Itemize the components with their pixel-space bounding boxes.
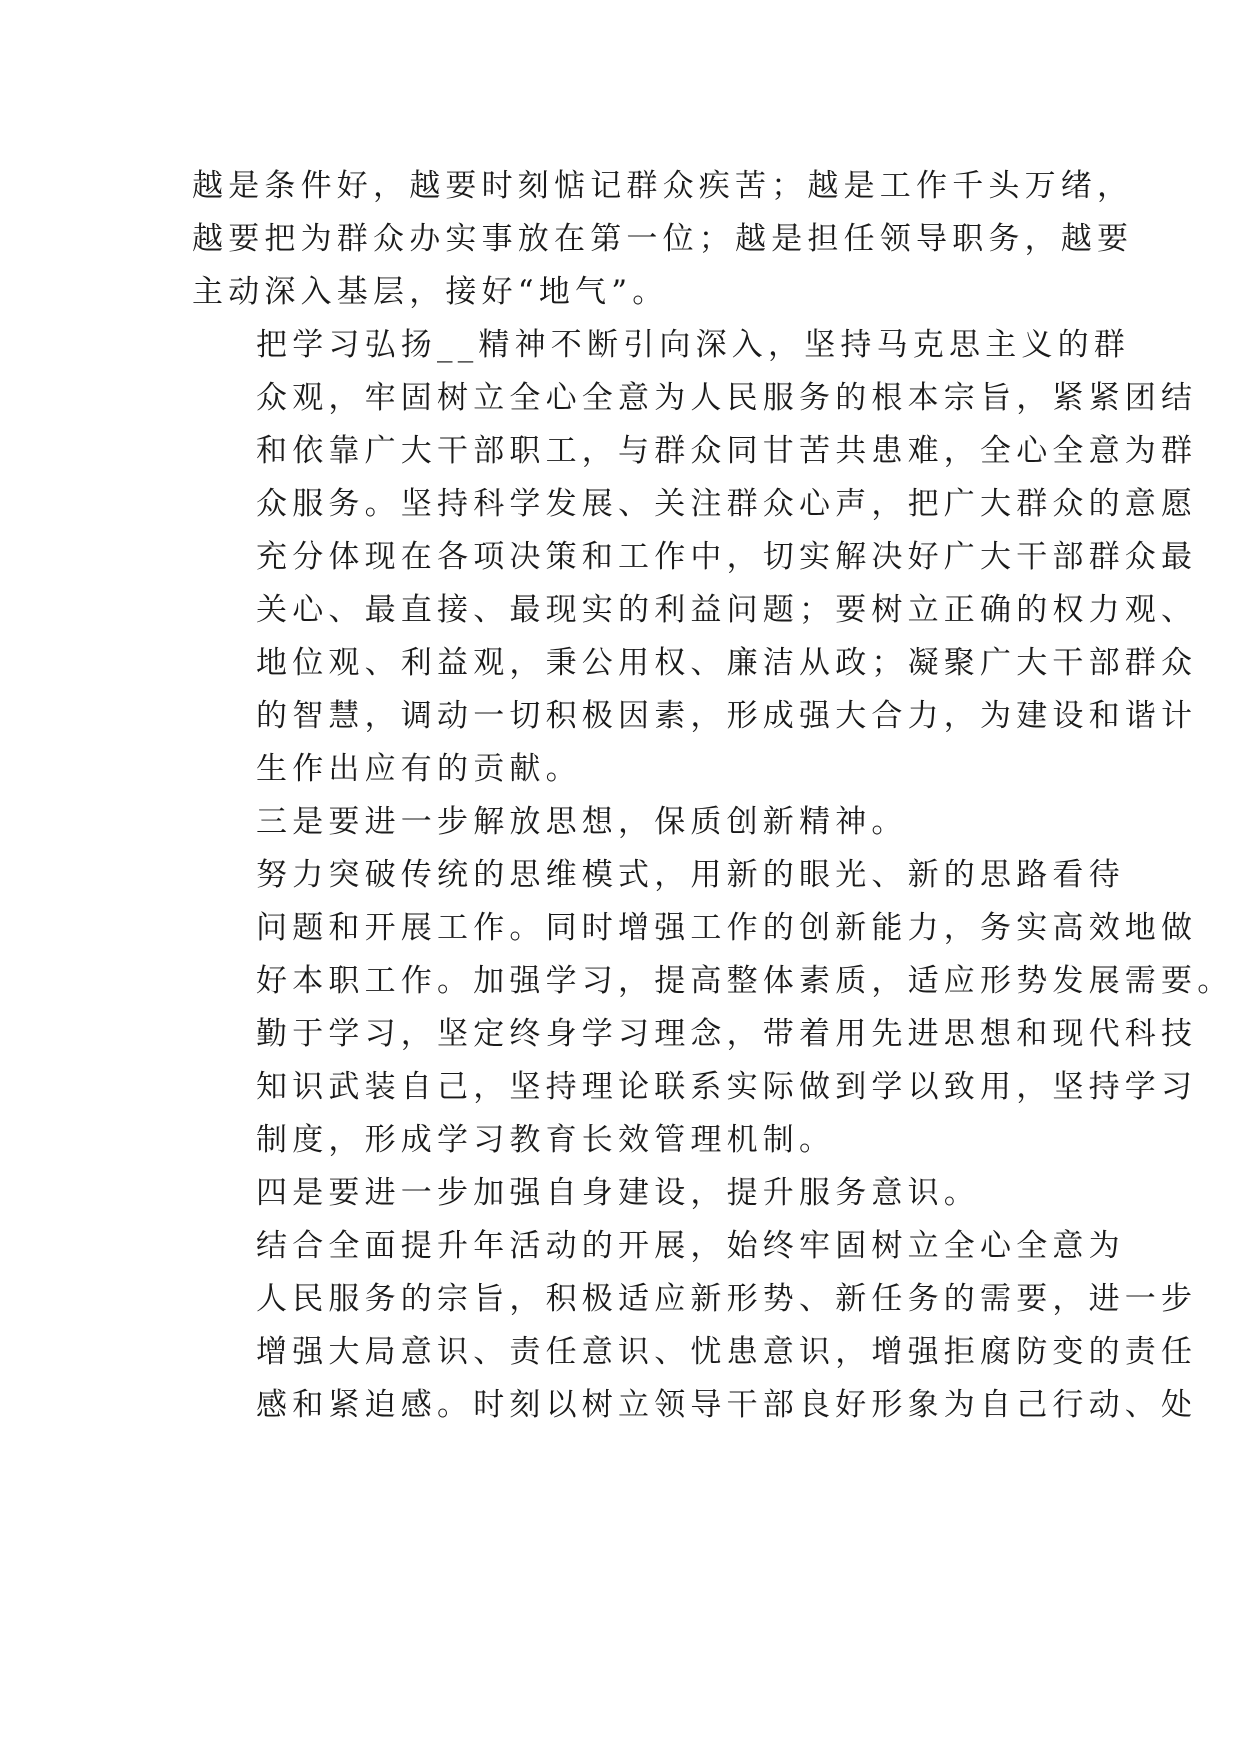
text-line: 把学习弘扬__精神不断引向深入，坚持马克思主义的群	[256, 327, 1130, 363]
text-line: 众观，牢固树立全心全意为人民服务的根本宗旨，紧紧团结	[256, 380, 1198, 416]
text-line: 制度，形成学习教育长效管理机制。	[256, 1122, 836, 1158]
text-line: 四是要进一步加强自身建设，提升服务意识。	[256, 1175, 980, 1211]
text-line: 知识武装自己，坚持理论联系实际做到学以致用，坚持学习	[256, 1069, 1198, 1105]
paragraph	[192, 796, 1072, 849]
text-line: 众服务。坚持科学发展、关注群众心声，把广大群众的意愿	[256, 486, 1198, 522]
paragraph	[192, 1220, 1198, 1432]
text-line: 的智慧，调动一切积极因素，形成强大合力，为建设和谐计	[256, 698, 1198, 734]
text-line: 好本职工作。加强学习，提高整体素质，适应形势发展需要。	[256, 963, 1234, 999]
text-line: 增强大局意识、责任意识、忧患意识，增强拒腐防变的责任	[256, 1334, 1198, 1370]
text-line: 地位观、利益观，秉公用权、廉洁从政；凝聚广大干部群众	[256, 645, 1198, 681]
text-line: 充分体现在各项决策和工作中，切实解决好广大干部群众最	[256, 539, 1198, 575]
text-line: 努力突破传统的思维模式，用新的眼光、新的思路看待	[256, 857, 1125, 893]
text-line: 人民服务的宗旨，积极适应新形势、新任务的需要，进一步	[256, 1281, 1198, 1317]
paragraph	[192, 160, 1134, 319]
text-line: 结合全面提升年活动的开展，始终牢固树立全心全意为	[256, 1228, 1125, 1264]
text-line: 生作出应有的贡献。	[256, 751, 582, 787]
text-line: 关心、最直接、最现实的利益问题；要树立正确的权力观、	[256, 592, 1198, 628]
paragraph	[192, 849, 1234, 1167]
text-line: 感和紧迫感。时刻以树立领导干部良好形象为自己行动、处	[256, 1387, 1198, 1423]
text-line: 三是要进一步解放思想，保质创新精神。	[256, 804, 908, 840]
text-line: 越要把为群众办实事放在第一位；越是担任领导职务，越要	[192, 221, 1134, 257]
text-line: 和依靠广大干部职工，与群众同甘苦共患难，全心全意为群	[256, 433, 1198, 469]
text-line: 越是条件好，越要时刻惦记群众疾苦；越是工作千头万绪，	[192, 168, 1134, 204]
paragraph	[192, 319, 1198, 796]
text-line: 主动深入基层，接好“地气”。	[192, 274, 669, 310]
paragraph	[192, 1167, 1072, 1220]
text-line: 勤于学习，坚定终身学习理念，带着用先进思想和现代科技	[256, 1016, 1198, 1052]
text-line: 问题和开展工作。同时增强工作的创新能力，务实高效地做	[256, 910, 1198, 946]
document-body	[192, 160, 1234, 1432]
